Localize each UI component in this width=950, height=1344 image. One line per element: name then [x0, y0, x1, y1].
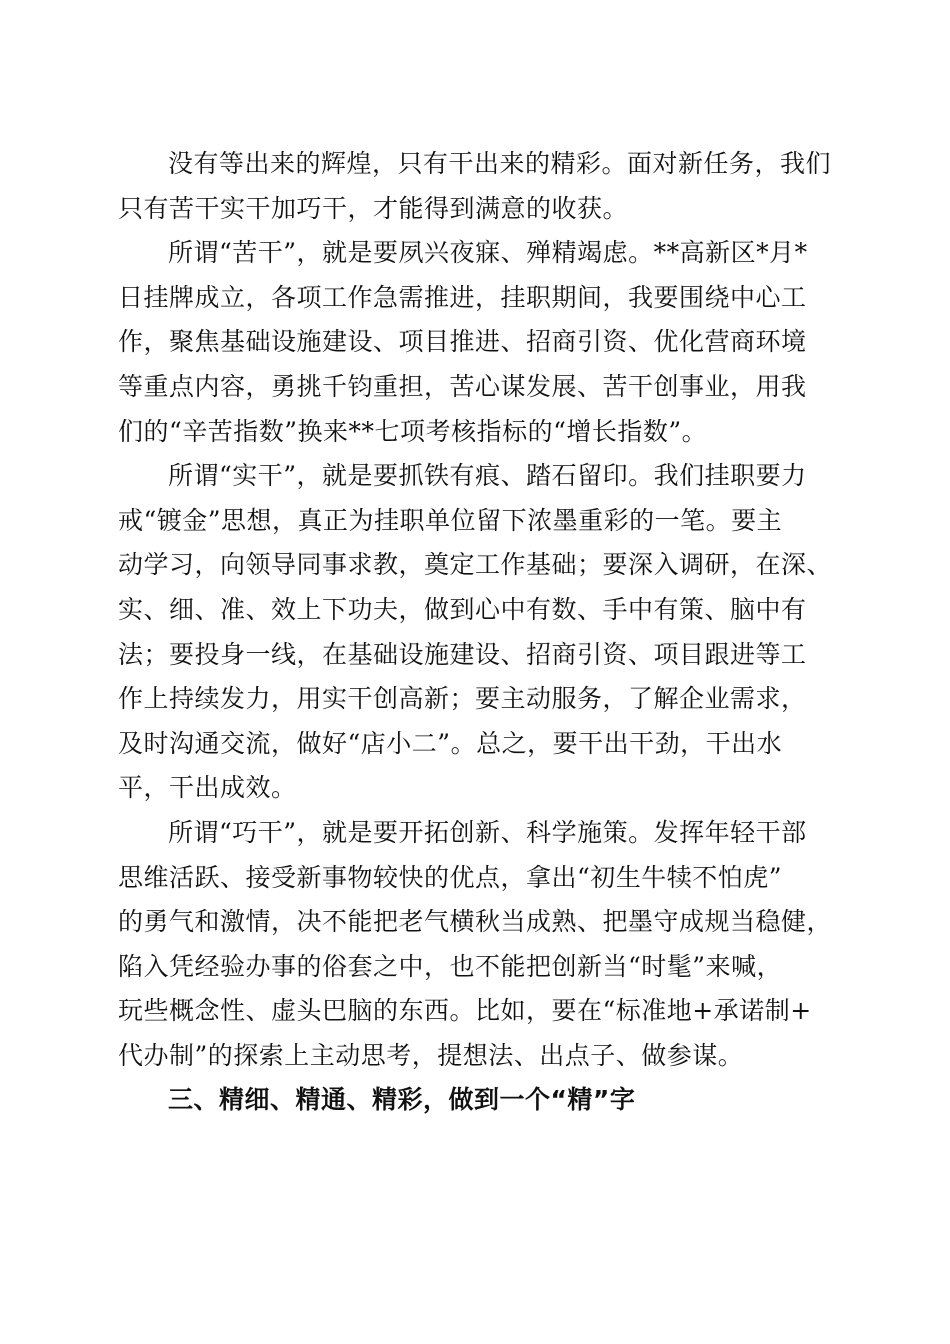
paragraph-shigan: 所谓“实干”，就是要抓铁有痕、踏石留印。我们挂职要力 戒“镀金”思想，真正为挂职单位留下浓墨重彩的一笔。要主 动学习，向领导同事求教，奠定工作基础；要深入调研，在深、 实、细、准、效上下功夫，做到心中有数、手中有策、脑中有 法；要投身一线，在基础设施建设、招商引资、项目跟进等工 作上持续发力，用实干创高新；要主动服务，了解企业需求， 及时沟通交流，做好“店小二”。总之，要干出干劲，干出水 平，干出成效。: [118, 461, 833, 803]
paragraph-qiaogan: 所谓“巧干”，就是要开拓创新、科学施策。发挥年轻干部 思维活跃、接受新事物较快的优点，拿出“初生牛犊不怕虎” 的勇气和激情，决不能把老气横秋当成熟、把墨守成规当稳健， 陷入凭经验办事的俗套之中，也不能把创新当“时髦”来喊， 玩些概念性、虚头巴脑的东西。比如，要在“标准地+承诺制+ 代办制”的探索上主动思考，提想法、出点子、做参谋。: [118, 817, 833, 1070]
document-body: [118, 142, 843, 1123]
section-heading: 三、精细、精通、精彩，做到一个“精”字: [168, 1085, 636, 1115]
paragraph-intro: 没有等出来的辉煌，只有干出来的精彩。面对新任务，我们 只有苦干实干加巧干，才能得到满意的收获。: [118, 149, 832, 223]
paragraph-kugan: 所谓“苦干”，就是要夙兴夜寐、殚精竭虑。**高新区*月* 日挂牌成立，各项工作急需推进，挂职期间，我要围绕中心工 作，聚焦基础设施建设、项目推进、招商引资、优化营商环境 等重点内容，勇挑千钧重担，苦心谋发展、苦干创事业，用我 们的“辛苦指数”换来**七项考核指标的“增长指数”。: [118, 238, 808, 446]
